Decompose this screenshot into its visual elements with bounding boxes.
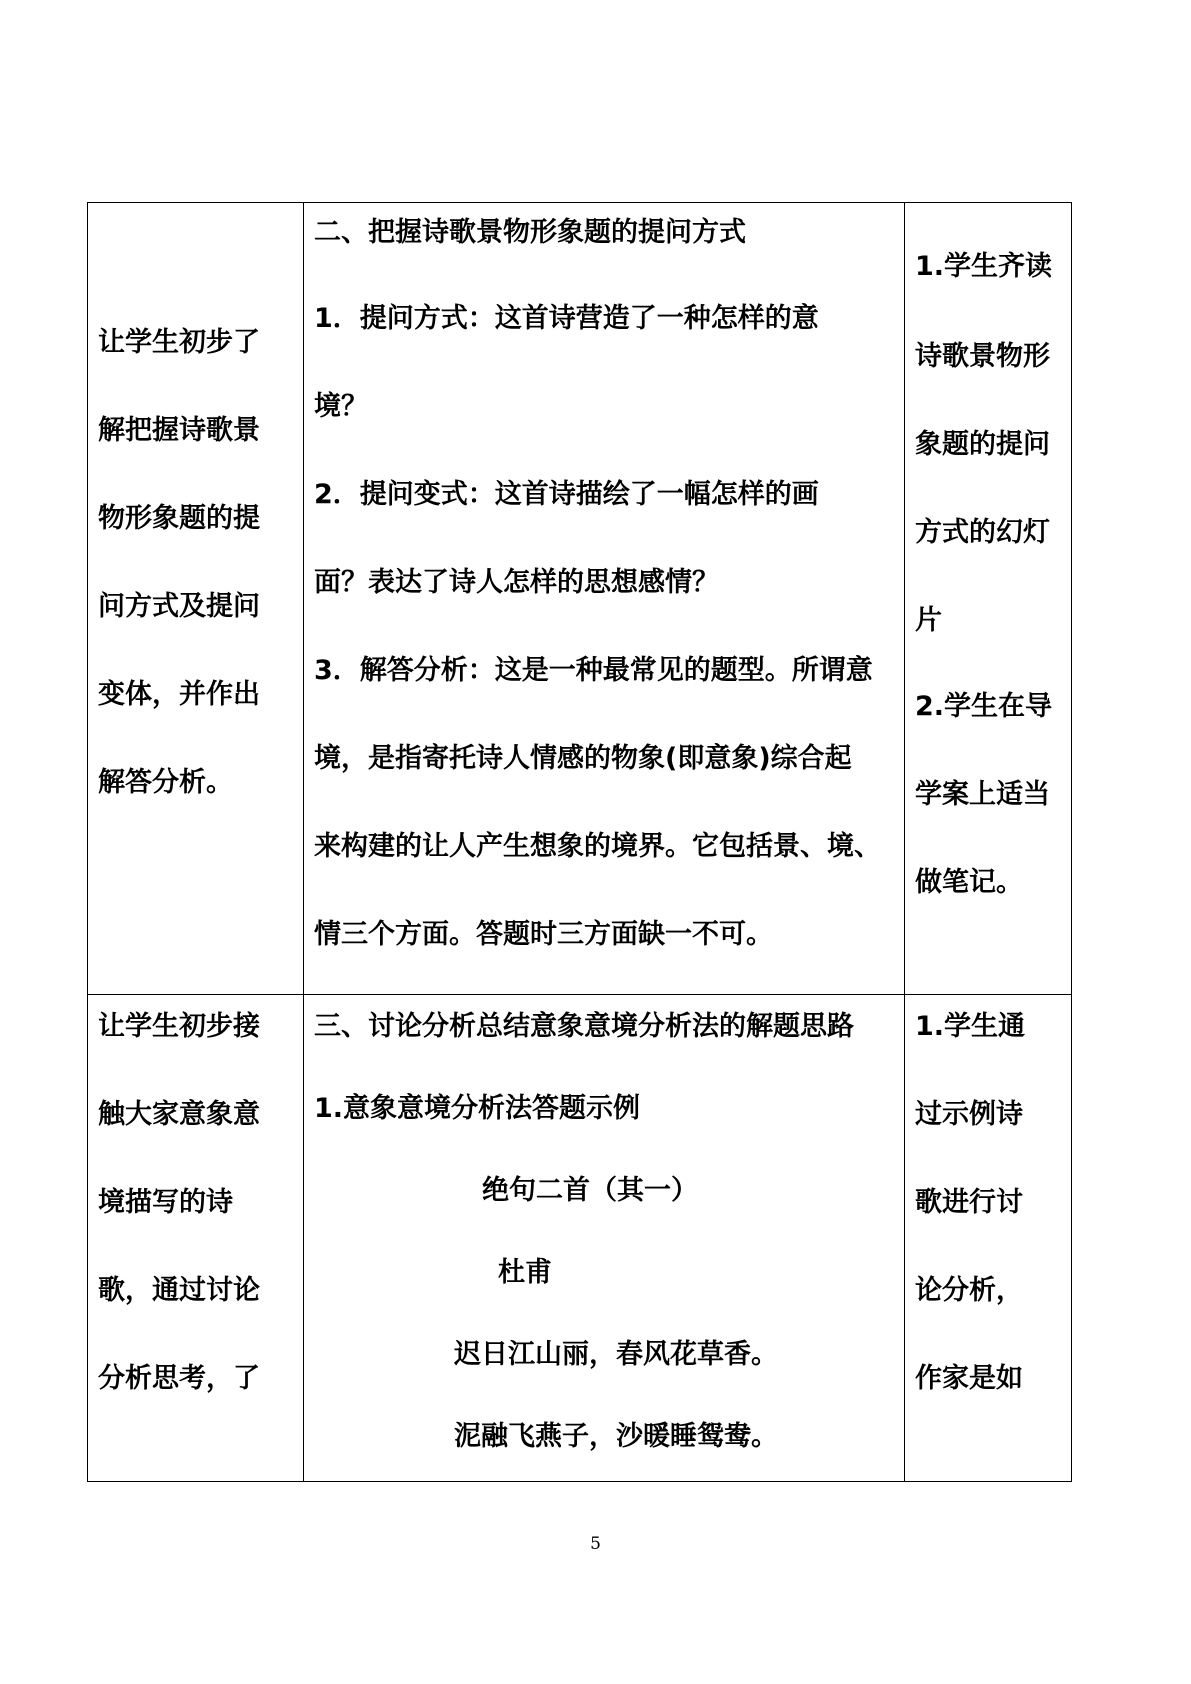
objective-cell <box>88 995 304 1482</box>
content-line: 2．提问变式：这首诗描绘了一幅怎样的画 <box>314 479 819 510</box>
objective-line: 分析思考，了 <box>98 1363 260 1394</box>
activity-line: 1.学生齐读 <box>915 251 1053 282</box>
objective-line: 歌，通过讨论 <box>98 1275 260 1306</box>
poem-author: 杜甫 <box>498 1257 552 1288</box>
teaching-content-cell <box>304 995 905 1482</box>
activity-line: 论分析， <box>915 1275 1023 1306</box>
activity-line: 做笔记。 <box>915 867 1023 898</box>
student-activity-cell <box>905 995 1072 1482</box>
activity-line: 象题的提问 <box>915 429 1050 460</box>
content-line: 3．解答分析：这是一种最常见的题型。所谓意 <box>314 655 873 686</box>
objective-line: 让学生初步接 <box>98 1011 260 1042</box>
activity-line: 过示例诗 <box>915 1099 1023 1130</box>
activity-line: 1.学生通 <box>915 1011 1026 1042</box>
content-line: 情三个方面。答题时三方面缺一不可。 <box>314 919 773 950</box>
objective-line: 境描写的诗 <box>98 1187 233 1218</box>
objective-line: 问方式及提问 <box>98 591 260 622</box>
activity-line: 方式的幻灯 <box>915 517 1050 548</box>
table-row <box>88 995 1072 1482</box>
content-line: 1.意象意境分析法答题示例 <box>314 1093 641 1124</box>
activity-line: 片 <box>915 605 942 636</box>
objective-line: 解把握诗歌景 <box>98 415 260 446</box>
objective-cell <box>88 203 304 995</box>
content-line: 境，是指寄托诗人情感的物象(即意象)综合起 <box>314 743 852 774</box>
poem-title: 绝句二首（其一） <box>482 1175 698 1206</box>
section-heading: 三、讨论分析总结意象意境分析法的解题思路 <box>314 1011 854 1042</box>
objective-line: 物形象题的提 <box>98 503 260 534</box>
poem-line: 迟日江山丽，春风花草香。 <box>454 1339 778 1370</box>
page-number: 5 <box>590 1534 601 1554</box>
content-line: 来构建的让人产生想象的境界。它包括景、境、 <box>314 831 881 862</box>
content-line: 面？表达了诗人怎样的思想感情？ <box>314 567 719 598</box>
teaching-content-cell <box>304 203 905 995</box>
poem-line: 泥融飞燕子，沙暖睡鸳鸯。 <box>454 1421 778 1452</box>
activity-line: 诗歌景物形 <box>915 341 1050 372</box>
student-activity-cell <box>905 203 1072 995</box>
activity-line: 歌进行讨 <box>915 1187 1023 1218</box>
section-heading: 二、把握诗歌景物形象题的提问方式 <box>314 217 746 248</box>
objective-line: 解答分析。 <box>98 767 233 798</box>
lesson-plan-table <box>87 202 1072 1482</box>
objective-line: 触大家意象意 <box>98 1099 260 1130</box>
activity-line: 学案上适当 <box>915 779 1050 810</box>
activity-line: 2.学生在导 <box>915 691 1053 722</box>
objective-line: 变体，并作出 <box>98 679 260 710</box>
content-line: 境？ <box>314 391 368 422</box>
table-row <box>88 203 1072 995</box>
objective-line: 让学生初步了 <box>98 327 260 358</box>
content-line: 1．提问方式：这首诗营造了一种怎样的意 <box>314 303 819 334</box>
activity-line: 作家是如 <box>915 1363 1023 1394</box>
